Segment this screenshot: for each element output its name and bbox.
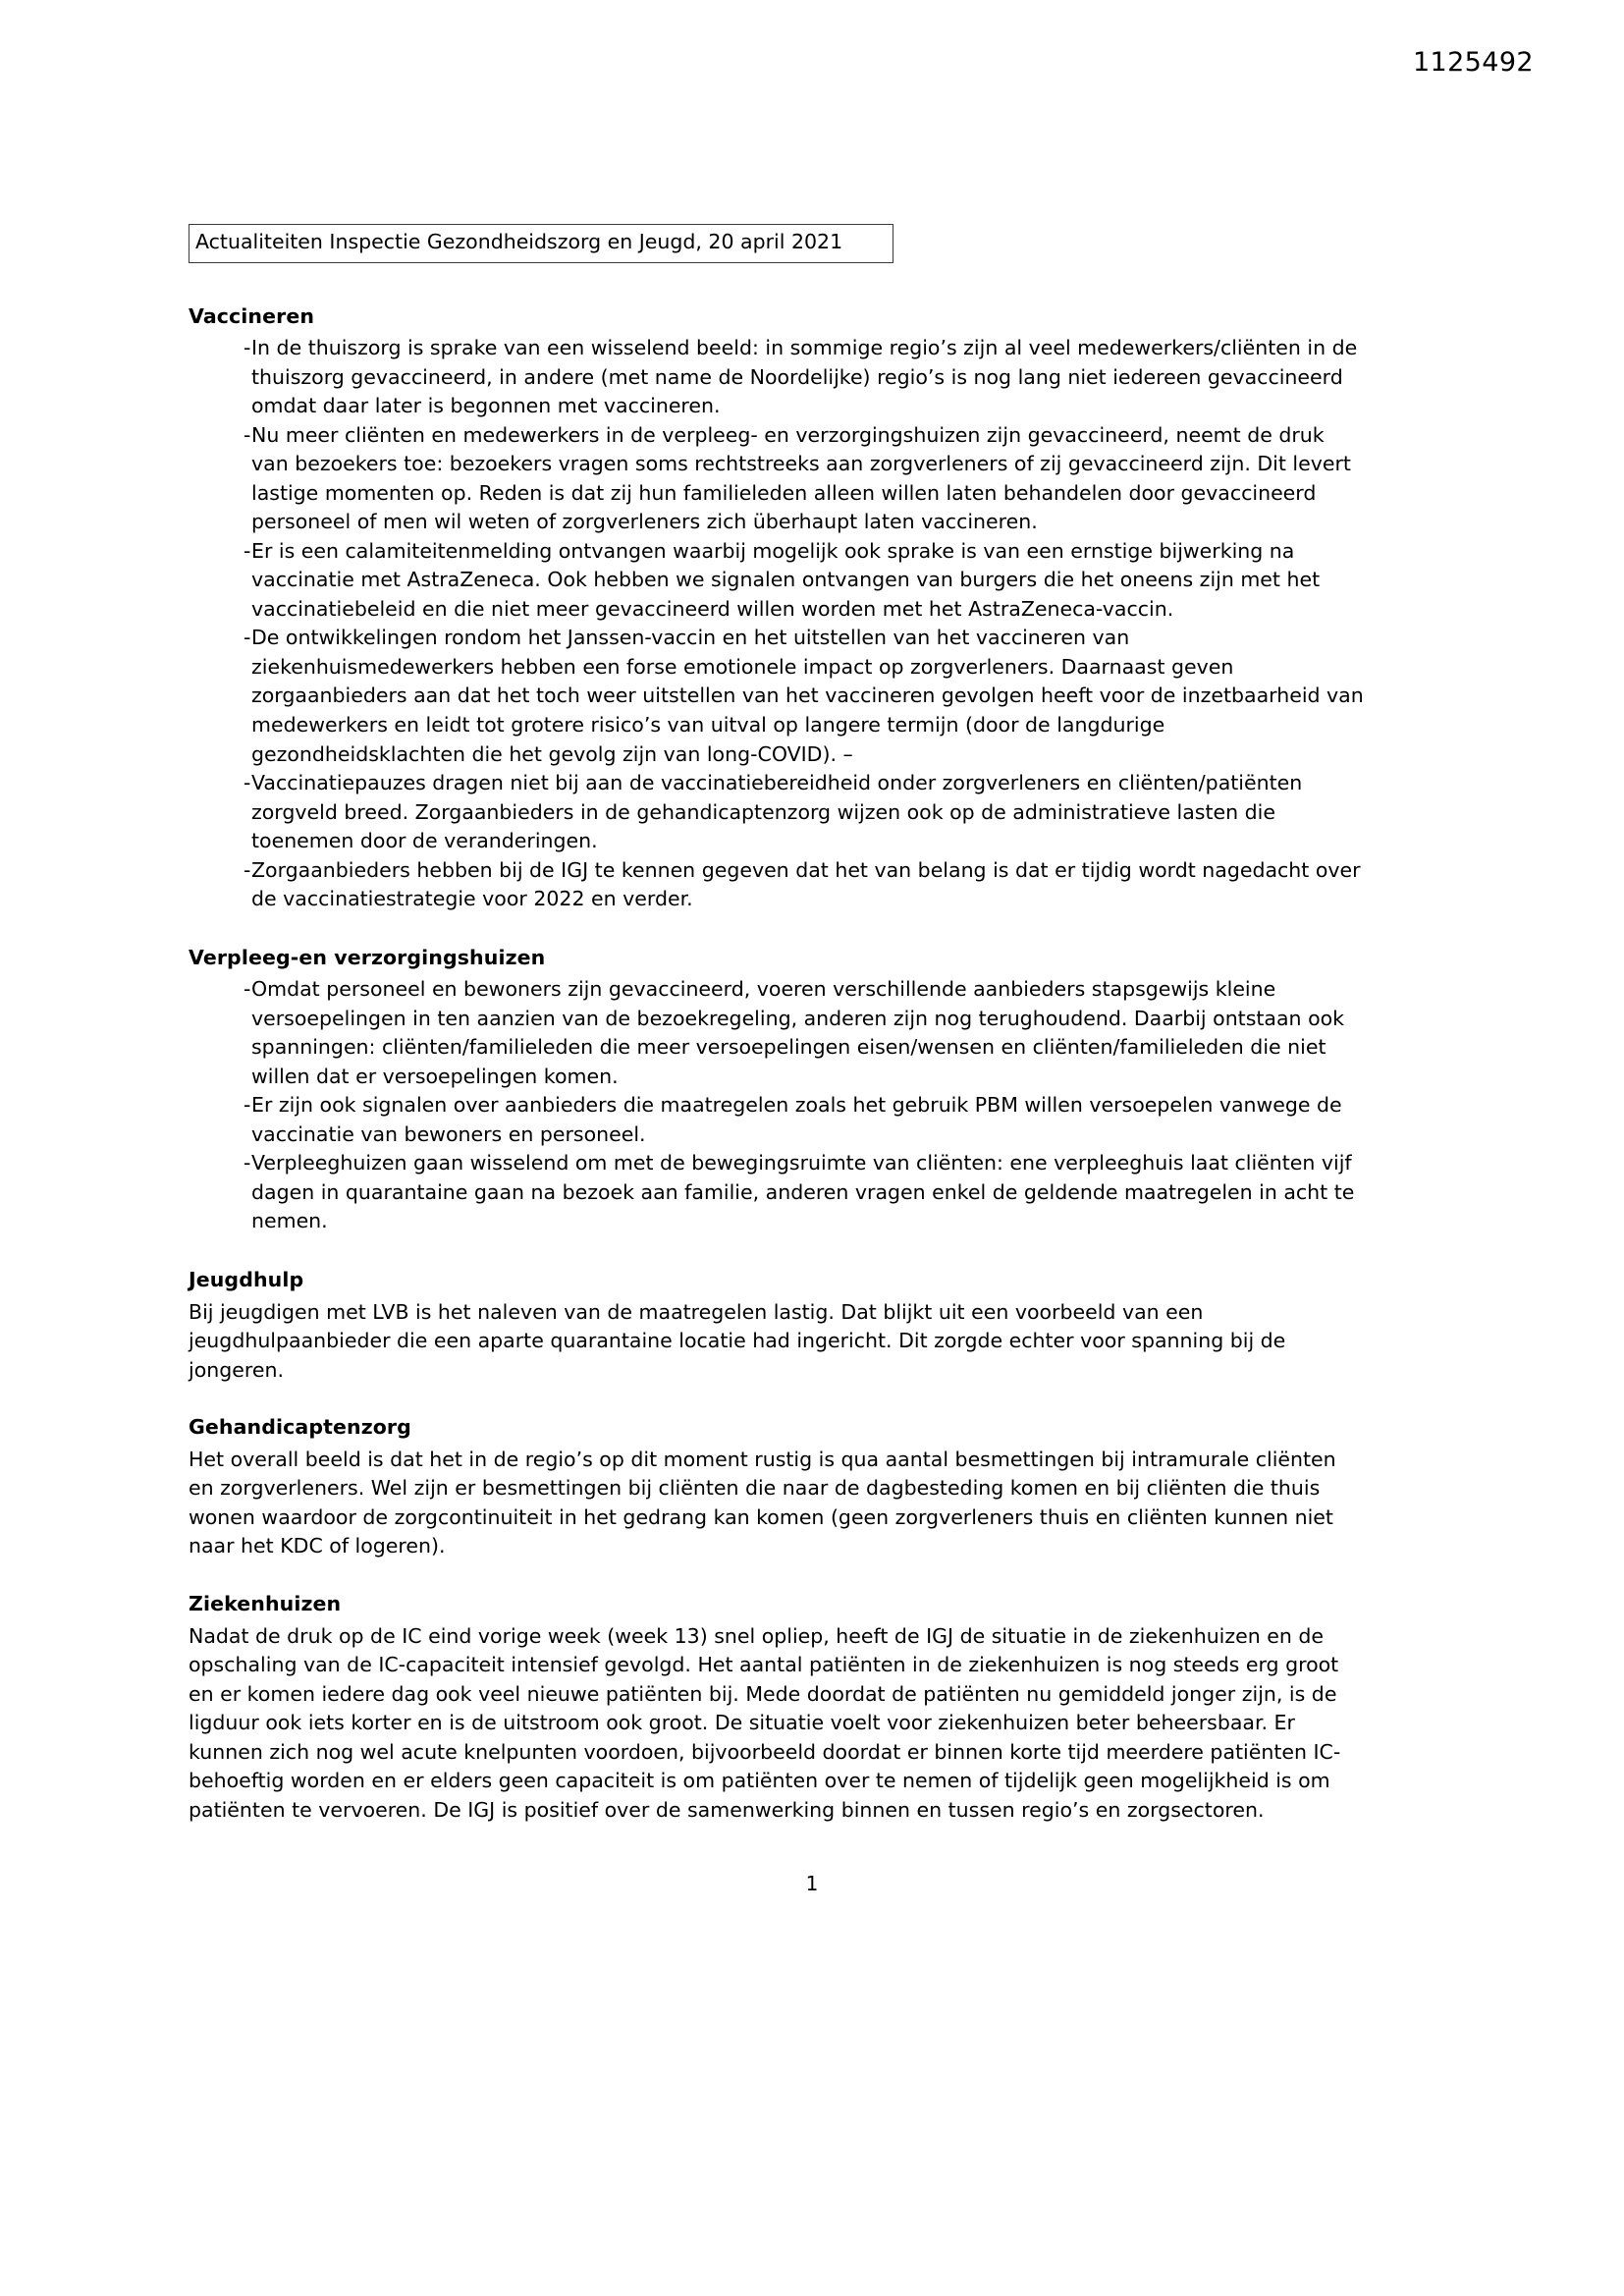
section-vaccineren xyxy=(189,302,1367,914)
section-heading: Jeugdhulp xyxy=(189,1267,304,1291)
document-title-box: Actualiteiten Inspectie Gezondheidszorg en Jeugd, 20 april 2021 xyxy=(189,224,893,263)
section-verpleeg-en-verzorgingshuizen xyxy=(189,944,1367,1236)
section-paragraph: Het overall beeld is dat het in de regio’s op dit moment rustig is qua aantal besmettingen bij intramurale cliënten en zorgverleners. Wel zijn er besmettingen bij cliënten die naar de dagbesteding komen en bij cliënten die thuis wonen waardoor de zorgcontinuiteit in het gedrang kan komen (geen zorgverleners thuis en cliënten kunnen niet naar het KDC of logeren). xyxy=(189,1447,1336,1558)
section-heading: Gehandicaptenzorg xyxy=(189,1415,411,1440)
section-spacer xyxy=(189,1236,1367,1266)
section-ziekenhuizen xyxy=(189,1590,1367,1825)
section-jeugdhulp xyxy=(189,1266,1367,1385)
section-heading: Vaccineren xyxy=(189,303,315,328)
section-gehandicaptenzorg xyxy=(189,1413,1367,1561)
section-heading: Verpleeg-en verzorgingshuizen xyxy=(189,945,546,969)
bullet-list xyxy=(189,334,1367,913)
document-reference-number: 1125492 xyxy=(1412,47,1534,78)
list-item: - Zorgaanbieders hebben bij de IGJ te kennen gegeven dat het van belang is dat er tijdig wordt nagedacht over de vaccinatiestrategie voor 2022 en verder. xyxy=(189,856,1367,914)
section-paragraph: Nadat de druk op de IC eind vorige week (week 13) snel opliep, heeft de IGJ de situatie in de ziekenhuizen en de opschaling van de IC-capaciteit intensief gevolgd. Het aantal patiënten in de ziekenhuizen is nog steeds erg groot en er komen iedere dag ook veel nieuwe patiënten bij. Mede doordat de patiënten nu gemiddeld jonger zijn, is de ligduur ook iets korter en is de uitstroom ook groot. De situatie voelt voor ziekenhuizen beter beheersbaar. Er kunnen zich nog wel acute knelpunten voordoen, bijvoorbeeld doordat er binnen korte tijd meerdere patiënten IC-behoeftig worden en er elders geen capaciteit is om patiënten over te nemen of tijdelijk geen mogelijkheid is om patiënten te vervoeren. De IGJ is positief over de samenwerking binnen en tussen regio’s en zorgsectoren. xyxy=(189,1623,1341,1822)
page-number: 1 xyxy=(805,1872,819,1895)
list-item: - Vaccinatiepauzes dragen niet bij aan de vaccinatiebereidheid onder zorgverleners en cliënten/patiënten zorgveld breed. Zorgaanbieders in de gehandicaptenzorg wijzen ook op de administratieve lasten die toenemen door de veranderingen. xyxy=(189,769,1367,856)
list-item: - Er is een calamiteitenmelding ontvangen waarbij mogelijk ook sprake is van een ernstige bijwerking na vaccinatie met AstraZeneca. Ook hebben we signalen ontvangen van burgers die het oneens zijn met het vaccinatiebeleid en die niet meer gevaccineerd willen worden met het AstraZeneca-vaccin. xyxy=(189,537,1367,625)
list-item: - Verpleeghuizen gaan wisselend om met de bewegingsruimte van cliënten: ene verpleeghuis laat cliënten vijf dagen in quarantaine gaan na bezoek aan familie, anderen vragen enkel de geldende maatregelen in acht te nemen. xyxy=(189,1149,1367,1236)
list-item: - De ontwikkelingen rondom het Janssen-vaccin en het uitstellen van het vaccineren van ziekenhuismedewerkers hebben een forse emotionele impact op zorgverleners. Daarnaast geven zorgaanbieders aan dat het toch weer uitstellen van het vaccineren gevolgen heeft voor de inzetbaarheid van medewerkers en leidt tot grotere risico’s van uitval op langere termijn (door de langdurige gezondheidsklachten die het gevolg zijn van long-COVID). – xyxy=(189,624,1367,769)
list-item: - In de thuiszorg is sprake van een wisselend beeld: in sommige regio’s zijn al veel medewerkers/cliënten in de thuiszorg gevaccineerd, in andere (met name de Noordelijke) regio’s is nog lang niet iedereen gevaccineerd omdat daar later is begonnen met vaccineren. xyxy=(189,334,1367,421)
section-heading: Ziekenhuizen xyxy=(189,1592,342,1615)
section-spacer xyxy=(189,914,1367,944)
bullet-list xyxy=(189,975,1367,1236)
list-item: - Nu meer cliënten en medewerkers in de verpleeg- en verzorgingshuizen zijn gevaccineerd, neemt de druk van bezoekers toe: bezoekers vragen soms rechtstreeks aan zorgverleners of zij gevaccineerd zijn. Dit levert lastige momenten op. Reden is dat zij hun familieleden alleen willen laten behandelen door gevaccineerd personeel of men wil weten of zorgverleners zich überhaupt laten vaccineren. xyxy=(189,421,1367,537)
section-spacer xyxy=(189,1561,1367,1590)
list-item: - Omdat personeel en bewoners zijn gevaccineerd, voeren verschillende aanbieders stapsgewijs kleine versoepelingen in ten aanzien van de bezoekregeling, anderen zijn nog terughoudend. Daarbij ontstaan ook spanningen: cliënten/familieleden die meer versoepelingen eisen/wensen en cliënten/familieleden die niet willen dat er versoepelingen komen. xyxy=(189,975,1367,1091)
section-spacer xyxy=(189,1385,1367,1413)
list-item: - Er zijn ook signalen over aanbieders die maatregelen zoals het gebruik PBM willen versoepelen vanwege de vaccinatie van bewoners en personeel. xyxy=(189,1091,1367,1149)
document-body xyxy=(189,224,1367,1825)
section-paragraph: Bij jeugdigen met LVB is het naleven van de maatregelen lastig. Dat blijkt uit een voorbeeld van een jeugdhulpaanbieder die een aparte quarantaine locatie had ingericht. Dit zorgde echter voor spanning bij de jongeren. xyxy=(189,1299,1286,1382)
